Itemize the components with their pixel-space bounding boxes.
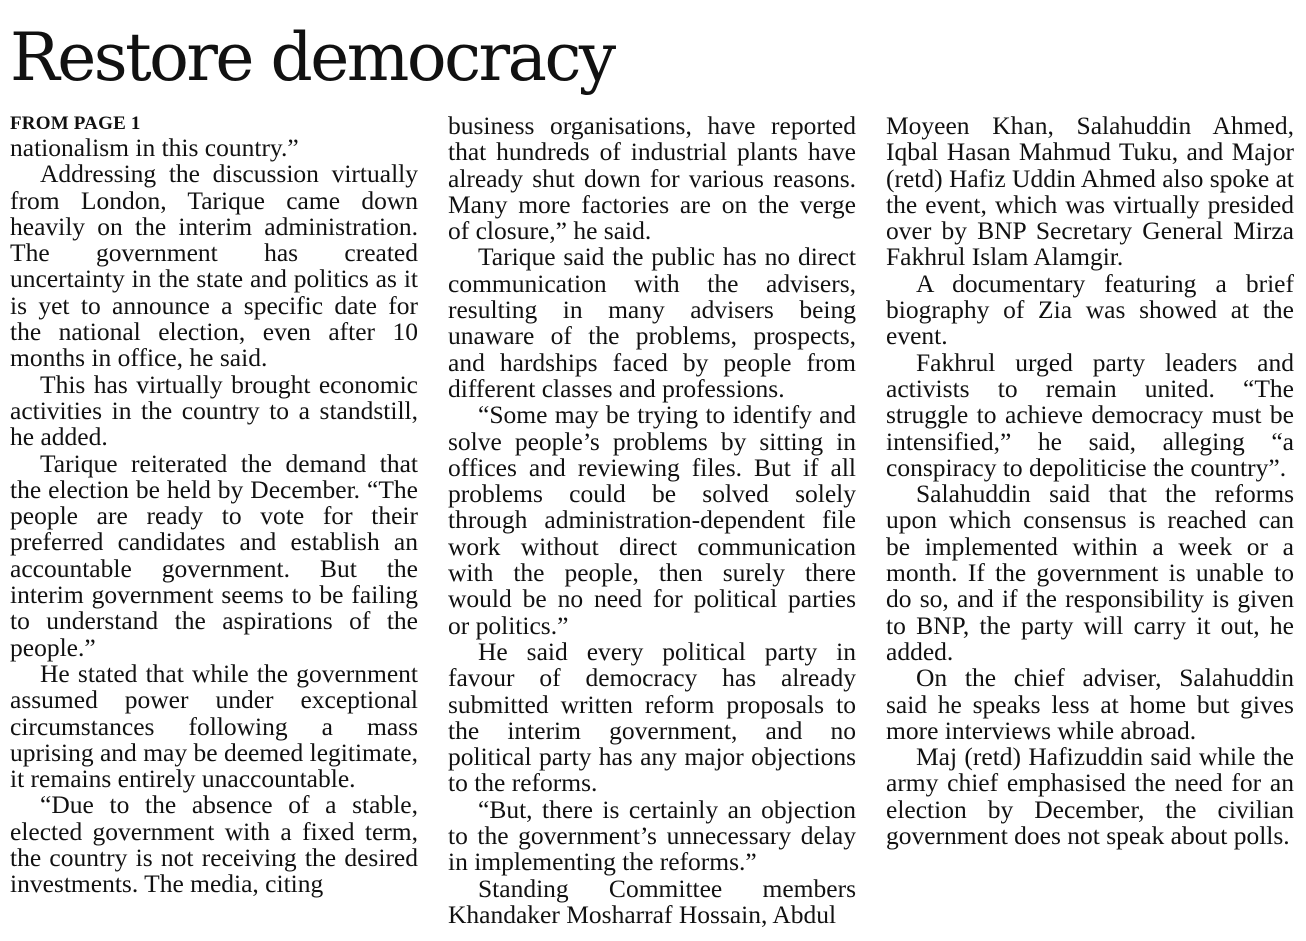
paragraph: “But, there is certainly an objection to the government’s unnecessary delay in implementing the reforms.” bbox=[448, 794, 856, 877]
column-2 bbox=[448, 113, 856, 928]
headline: Restore democracy bbox=[10, 19, 614, 96]
paragraph: Tarique said the public has no direct communication with the advisers, resulting in many advisers being unaware of the problems, prospects, and hardships faced by people from different classes and professions. bbox=[448, 242, 856, 403]
column-1 bbox=[10, 113, 418, 898]
paragraph: He said every political party in favour of democracy has already submitted written reform proposals to the interim government, and no political party has any major objections to the reforms. bbox=[448, 636, 856, 798]
paragraph: “Some may be trying to identify and solve people’s problems by sitting in offices and reviewing files. But if all problems could be solved solely through administration-dependent file work without direct communication with the people, then surely there would be no need for political parties or politics.” bbox=[448, 400, 856, 640]
paragraph: Tarique reiterated the demand that the election be held by December. “The people are ready to vote for their preferred candidates and establish an accountable government. But the interim government seems to be failing to understand the aspirations of the people.” bbox=[10, 448, 418, 662]
paragraph: Standing Committee members Khandaker Mosharraf Hossain, Abdul bbox=[448, 873, 856, 929]
paragraph: He stated that while the government assumed power under exceptional circumstances following a mass uprising and may be deemed legitimate, it remains entirely unaccountable. bbox=[10, 658, 418, 794]
paragraph: A documentary featuring a brief biography of Zia was showed at the event. bbox=[886, 268, 1294, 351]
paragraph: nationalism in this country.” bbox=[10, 133, 299, 162]
paragraph: On the chief adviser, Salahuddin said he speaks less at home but gives more interviews while abroad. bbox=[886, 663, 1294, 745]
paragraph: Fakhrul urged party leaders and activists to remain united. “The struggle to achieve democracy must be intensified,” he said, alleging “a conspiracy to depoliticise the country”. bbox=[886, 347, 1294, 482]
paragraph: Moyeen Khan, Salahuddin Ahmed, Iqbal Hasan Mahmud Tuku, and Major (retd) Hafiz Uddin Ahmed also spoke at the event, which was virtually presided over by BNP Secretary General Mirza Fakhrul Islam Alamgir. bbox=[886, 111, 1294, 272]
kicker: FROM PAGE 1 bbox=[10, 113, 141, 134]
paragraph: This has virtually brought economic activities in the country to a standstill, he added. bbox=[10, 369, 418, 452]
paragraph: “Due to the absence of a stable, elected government with a fixed term, the country is not receiving the desired investments. The media, citing bbox=[10, 790, 418, 899]
paragraph: Salahuddin said that the reforms upon which consensus is reached can be implemented within a week or a month. If the government is unable to do so, and if the responsibility is given to BNP, the party will carry it out, he added. bbox=[886, 479, 1294, 666]
paragraph: business organisations, have reported that hundreds of industrial plants have already shut down for various reasons. Many more factories are on the verge of closure,” he said. bbox=[448, 111, 856, 246]
column-3 bbox=[886, 113, 1294, 849]
paragraph: Maj (retd) Hafizuddin said while the army chief emphasised the need for an election by December, the civilian government does not speak about polls. bbox=[886, 742, 1294, 851]
paragraph: Addressing the discussion virtually from London, Tarique came down heavily on the interim administration. The government has created uncertainty in the state and politics as it is yet to announce a specific date for the national election, even after 10 months in office, he said. bbox=[10, 159, 418, 373]
